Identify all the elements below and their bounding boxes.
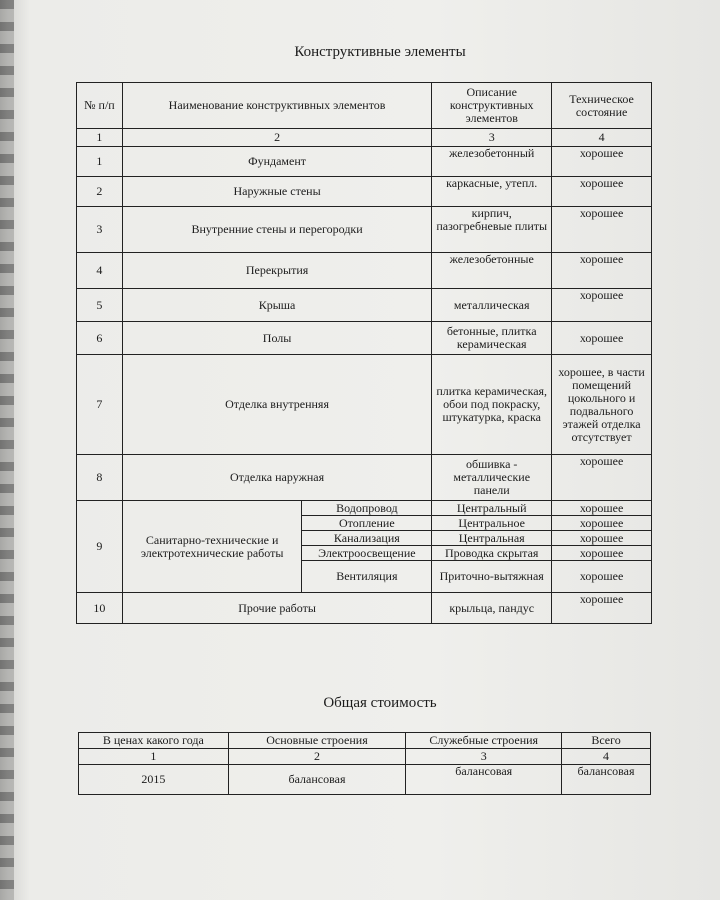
cost-total: балансовая [562,765,651,795]
colnum-4: 4 [552,129,652,147]
cost-colnum-row [79,749,651,765]
sub-element-description: Приточно-вытяжная [432,561,552,593]
colnum-1: 1 [77,129,123,147]
table-row [77,207,652,253]
element-state: хорошее [552,147,652,177]
element-name: Перекрытия [122,253,431,289]
element-description: металлическая [432,289,552,322]
cost-table [78,732,651,795]
table-row [77,177,652,207]
sub-element-name: Вентиляция [302,561,432,593]
sub-element-name: Электроосвещение [302,546,432,561]
elements-table [76,82,652,624]
sub-element-description: Центральный [432,501,552,516]
cost-main: балансовая [228,765,406,795]
sub-element-description: Проводка скрытая [432,546,552,561]
element-name: Полы [122,322,431,355]
cost-colnum-4: 4 [562,749,651,765]
header-desc: Описание конструктивных элементов [432,83,552,129]
cost-header-main: Основные строения [228,733,406,749]
cost-values-row [79,765,651,795]
cost-header-total: Всего [562,733,651,749]
row-number: 2 [77,177,123,207]
element-name: Отделка внутренняя [122,355,431,455]
element-name: Внутренние стены и перегородки [122,207,431,253]
element-description: обшивка - металлические панели [432,455,552,501]
element-name: Прочие работы [122,593,431,624]
element-state: хорошее [552,593,652,624]
header-state: Техническое состояние [552,83,652,129]
cost-colnum-3: 3 [406,749,562,765]
table-row [77,501,652,516]
table-row [77,593,652,624]
page-title: Конструктивные элементы [294,44,466,60]
cost-colnum-1: 1 [79,749,229,765]
element-name: Наружные стены [122,177,431,207]
element-state: хорошее, в части помещений цокольного и подвального этажей отделка отсутствует [552,355,652,455]
element-state: хорошее [552,455,652,501]
element-state: хорошее [552,253,652,289]
table-row [77,289,652,322]
row-number: 9 [77,501,123,593]
row-number: 1 [77,147,123,177]
cost-year: 2015 [79,765,229,795]
table-row [77,455,652,501]
element-description: железобетонный [432,147,552,177]
cost-colnum-2: 2 [228,749,406,765]
sub-element-name: Отопление [302,516,432,531]
sub-element-state: хорошее [552,516,652,531]
header-row [77,83,652,129]
table-row [77,322,652,355]
cost-service: балансовая [406,765,562,795]
header-num: № п/п [77,83,123,129]
element-state: хорошее [552,177,652,207]
element-name: Фундамент [122,147,431,177]
sub-element-state: хорошее [552,546,652,561]
row-number: 8 [77,455,123,501]
sub-element-name: Канализация [302,531,432,546]
cost-header-year: В ценах какого года [79,733,229,749]
element-description: крыльца, пандус [432,593,552,624]
element-state: хорошее [552,322,652,355]
binding-edge [0,0,14,900]
column-numbers-row [77,129,652,147]
sub-element-description: Центральная [432,531,552,546]
row-number: 5 [77,289,123,322]
element-description: каркасные, утепл. [432,177,552,207]
sub-element-state: хорошее [552,501,652,516]
cost-header-service: Служебные строения [406,733,562,749]
sub-element-description: Центральное [432,516,552,531]
element-description: плитка керамическая, обои под покраску, штукатурка, краска [432,355,552,455]
element-description: железобетонные [432,253,552,289]
row-number: 4 [77,253,123,289]
row-number: 3 [77,207,123,253]
row-number: 7 [77,355,123,455]
header-name: Наименование конструктивных элементов [122,83,431,129]
table-row [77,355,652,455]
element-state: хорошее [552,289,652,322]
colnum-3: 3 [432,129,552,147]
sub-element-name: Водопровод [302,501,432,516]
element-description: бетонные, плитка керамическая [432,322,552,355]
element-name: Крыша [122,289,431,322]
element-name: Санитарно-технические и электротехнические работы [122,501,302,593]
row-number: 6 [77,322,123,355]
sub-element-state: хорошее [552,561,652,593]
table-row [77,147,652,177]
cost-header-row [79,733,651,749]
row-number: 10 [77,593,123,624]
sub-element-state: хорошее [552,531,652,546]
element-name: Отделка наружная [122,455,431,501]
element-state: хорошее [552,207,652,253]
cost-title: Общая стоимость [323,695,437,711]
table-row [77,253,652,289]
colnum-2: 2 [122,129,431,147]
element-description: кирпич, пазогребневые плиты [432,207,552,253]
